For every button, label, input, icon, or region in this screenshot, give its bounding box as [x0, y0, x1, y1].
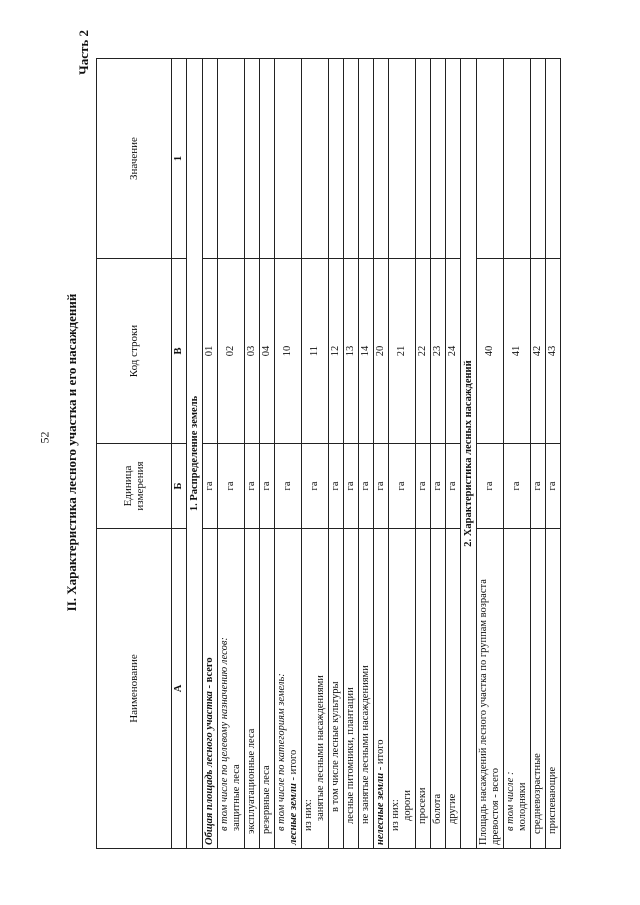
table-row	[245, 59, 260, 849]
section-title: 2. Характеристика лесных насаждений	[461, 59, 477, 849]
row-name: дороги	[402, 789, 413, 821]
row-code: 12	[329, 259, 344, 444]
row-name-suffix: - всего	[204, 657, 215, 692]
row-code: 03	[245, 259, 260, 444]
row-unit: га	[531, 444, 546, 529]
row-value[interactable]	[374, 59, 389, 259]
row-value[interactable]	[531, 59, 546, 259]
row-name-suffix: - итого	[375, 739, 386, 773]
row-value[interactable]	[359, 59, 374, 259]
row-unit: га	[245, 444, 260, 529]
table-row	[477, 59, 504, 849]
row-name: Общая площадь лесного участка	[204, 691, 215, 845]
row-value[interactable]	[302, 59, 329, 259]
row-name: эксплуатационные леса	[245, 529, 260, 849]
row-value[interactable]	[218, 59, 245, 259]
row-unit: га	[275, 444, 302, 529]
section-row	[187, 59, 203, 849]
row-value[interactable]	[504, 59, 531, 259]
row-unit: га	[359, 444, 374, 529]
row-name: молодняки	[517, 782, 528, 831]
row-unit: га	[416, 444, 431, 529]
row-code: 20	[374, 259, 389, 444]
table-row	[546, 59, 561, 849]
letter-b: Б	[172, 444, 187, 529]
row-value[interactable]	[203, 59, 218, 259]
row-note: из них:	[303, 799, 314, 831]
part-label: Часть 2	[76, 30, 91, 75]
row-name: другие	[446, 529, 461, 849]
row-note: в том числе по категориям земель:	[276, 673, 287, 831]
row-code: 13	[344, 259, 359, 444]
table-row	[431, 59, 446, 849]
row-name: Площадь насаждений лесного участка по группам возраста древостоя - всего	[477, 529, 504, 849]
row-unit: га	[431, 444, 446, 529]
row-code: 42	[531, 259, 546, 444]
row-name: приспевающие	[546, 529, 561, 849]
row-unit: га	[389, 444, 416, 529]
row-unit: га	[374, 444, 389, 529]
letter-1: 1	[172, 59, 187, 259]
row-unit: га	[446, 444, 461, 529]
row-unit: га	[344, 444, 359, 529]
row-code: 40	[477, 259, 504, 444]
row-name-suffix: - итого	[288, 749, 299, 784]
row-name: в том числе лесные культуры	[329, 529, 344, 849]
row-code: 43	[546, 259, 561, 444]
table-row	[260, 59, 275, 849]
letter-v: В	[172, 259, 187, 444]
section-title: 1. Распределение земель	[187, 59, 203, 849]
row-code: 22	[416, 259, 431, 444]
row-unit: га	[302, 444, 329, 529]
row-value[interactable]	[329, 59, 344, 259]
header-name: Наименование	[97, 529, 172, 849]
row-code: 41	[504, 259, 531, 444]
table-row	[416, 59, 431, 849]
table-row	[329, 59, 344, 849]
row-code: 11	[302, 259, 329, 444]
letter-a: А	[172, 529, 187, 849]
table-row	[389, 59, 416, 849]
row-name: резервные леса	[260, 529, 275, 849]
row-name: защитные леса	[231, 764, 242, 831]
row-value[interactable]	[245, 59, 260, 259]
row-note: в том числе по целевому назначению лесов:	[219, 637, 230, 831]
row-name: не занятые лесными насаждениями	[359, 529, 374, 849]
row-value[interactable]	[275, 59, 302, 259]
table-row	[504, 59, 531, 849]
table-row	[531, 59, 546, 849]
row-name: занятые лесными насаждениями	[315, 675, 326, 821]
row-name: нелесные земли	[375, 772, 386, 845]
row-code: 14	[359, 259, 374, 444]
land-plot-table	[96, 58, 561, 849]
row-unit: га	[203, 444, 218, 529]
row-code: 21	[389, 259, 416, 444]
row-name: лесные питомники, плантации	[344, 529, 359, 849]
row-code: 02	[218, 259, 245, 444]
table-row	[446, 59, 461, 849]
row-value[interactable]	[260, 59, 275, 259]
row-code: 04	[260, 259, 275, 444]
section-row	[461, 59, 477, 849]
row-name: средневозрастные	[531, 529, 546, 849]
row-value[interactable]	[477, 59, 504, 259]
row-unit: га	[546, 444, 561, 529]
table-row	[203, 59, 218, 849]
row-unit: га	[477, 444, 504, 529]
table-row	[275, 59, 302, 849]
row-value[interactable]	[446, 59, 461, 259]
row-value[interactable]	[546, 59, 561, 259]
row-unit: га	[260, 444, 275, 529]
row-unit: га	[218, 444, 245, 529]
row-code: 23	[431, 259, 446, 444]
row-note: из них:	[390, 799, 401, 831]
row-unit: га	[504, 444, 531, 529]
row-name: просеки	[416, 529, 431, 849]
row-code: 10	[275, 259, 302, 444]
row-value[interactable]	[344, 59, 359, 259]
row-unit: га	[329, 444, 344, 529]
row-value[interactable]	[416, 59, 431, 259]
table-row	[344, 59, 359, 849]
header-code: Код строки	[97, 259, 172, 444]
letter-row	[172, 59, 187, 849]
header-row	[97, 59, 172, 849]
page-number: 52	[37, 431, 52, 444]
document-title: II. Характеристика лесного участка и его насаждений	[64, 293, 79, 612]
table-row	[359, 59, 374, 849]
table-row	[218, 59, 245, 849]
row-name: болота	[431, 529, 446, 849]
header-unit: Единица измерения	[97, 444, 172, 529]
row-value[interactable]	[389, 59, 416, 259]
header-value: Значение	[97, 59, 172, 259]
row-code: 24	[446, 259, 461, 444]
row-value[interactable]	[431, 59, 446, 259]
row-name: лесные земли	[288, 783, 299, 845]
table-row	[374, 59, 389, 849]
row-note: в том числе :	[505, 771, 516, 831]
row-code: 01	[203, 259, 218, 444]
table-row	[302, 59, 329, 849]
